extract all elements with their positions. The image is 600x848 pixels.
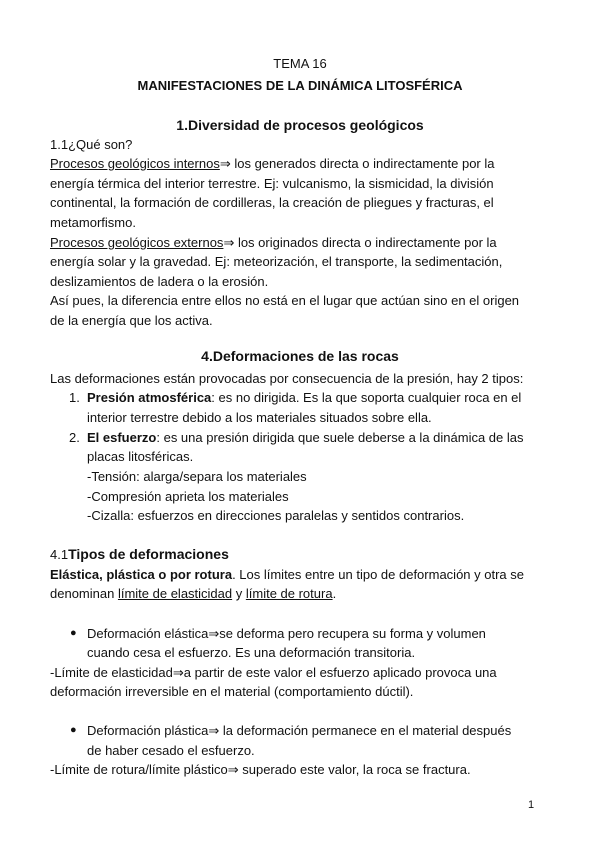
types-text-end: . bbox=[332, 586, 337, 601]
limite-rotura-term: límite de rotura bbox=[245, 586, 333, 601]
types-line-2 bbox=[50, 584, 336, 604]
internos-line-1 bbox=[50, 154, 495, 174]
section-1-heading: 1.Diversidad de procesos geológicos bbox=[176, 117, 424, 133]
externos-line-2: energía solar y la gravedad. Ej: meteorización, el transporte, la sedimentación, bbox=[50, 254, 503, 269]
compresion-line: -Compresión aprieta los materiales bbox=[87, 489, 289, 504]
types-term: Elástica, plástica o por rotura bbox=[50, 567, 233, 582]
bullet-icon: ● bbox=[70, 627, 77, 639]
list-item-presion-line-2: interior terrestre debido a los materiales situados sobre ella. bbox=[87, 410, 432, 425]
list-number-2: 2. bbox=[69, 430, 80, 445]
elastica-line-2: cuando cesa el esfuerzo. Es una deformación transitoria. bbox=[87, 645, 416, 660]
rotura-line: -Límite de rotura/límite plástico⇒ superado este valor, la roca se fractura. bbox=[50, 762, 471, 777]
conclusion-line-2: de la energía que los activa. bbox=[50, 313, 213, 328]
internos-line-3: continental, la formación de cordilleras, la creación de pliegues y fracturas, el bbox=[50, 195, 494, 210]
list-item-esfuerzo-line-1 bbox=[87, 428, 523, 448]
types-text-mid: y bbox=[232, 586, 246, 601]
presion-text: : es no dirigida. Es la que soporta cualquier roca en el bbox=[211, 390, 522, 405]
list-item-presion-line-1 bbox=[87, 388, 521, 408]
section-4-1-number: 4.1 bbox=[50, 547, 69, 562]
tema-label: TEMA 16 bbox=[273, 56, 327, 71]
externos-term: Procesos geológicos externos bbox=[50, 235, 224, 250]
section-4-intro: Las deformaciones están provocadas por consecuencia de la presión, hay 2 tipos: bbox=[50, 371, 524, 386]
conclusion-line-1: Así pues, la diferencia entre ellos no está en el lugar que actúan sino en el origen bbox=[50, 293, 520, 308]
internos-text: ⇒ los generados directa o indirectamente por la bbox=[219, 156, 495, 171]
types-text-pre: denominan bbox=[50, 586, 118, 601]
section-4-1-heading bbox=[50, 545, 229, 565]
esfuerzo-term: El esfuerzo bbox=[87, 430, 157, 445]
types-line-1 bbox=[50, 565, 524, 585]
internos-line-4: metamorfismo. bbox=[50, 215, 136, 230]
esfuerzo-text: : es una presión dirigida que suele deberse a la dinámica de las bbox=[156, 430, 524, 445]
cizalla-line: -Cizalla: esfuerzos en direcciones paralelas y sentidos contrarios. bbox=[87, 508, 465, 523]
document-title: MANIFESTACIONES DE LA DINÁMICA LITOSFÉRICA bbox=[137, 78, 463, 93]
elastica-line-1: Deformación elástica⇒se deforma pero recupera su forma y volumen bbox=[87, 626, 486, 641]
presion-term: Presión atmosférica bbox=[87, 390, 212, 405]
externos-line-3: deslizamientos de ladera o la erosión. bbox=[50, 274, 269, 289]
bullet-icon: ● bbox=[70, 724, 77, 736]
types-text: . Los límites entre un tipo de deformación y otra se bbox=[232, 567, 524, 582]
list-number-1: 1. bbox=[69, 390, 80, 405]
limite-elasticidad-term: límite de elasticidad bbox=[117, 586, 233, 601]
section-4-1-title: Tipos de deformaciones bbox=[68, 546, 229, 562]
externos-line-1 bbox=[50, 233, 497, 253]
list-item-esfuerzo-line-2: placas litosféricas. bbox=[87, 449, 194, 464]
plastica-line-1: Deformación plástica⇒ la deformación permanece en el material después bbox=[87, 723, 512, 738]
elasticidad-line-2: deformación irreversible en el material (comportamiento dúctil). bbox=[50, 684, 414, 699]
section-1-1-subheading: 1.1¿Qué son? bbox=[50, 137, 133, 152]
elasticidad-line-1: -Límite de elasticidad⇒a partir de este valor el esfuerzo aplicado provoca una bbox=[50, 665, 497, 680]
internos-term: Procesos geológicos internos bbox=[50, 156, 220, 171]
tension-line: -Tensión: alarga/separa los materiales bbox=[87, 469, 307, 484]
section-4-heading: 4.Deformaciones de las rocas bbox=[201, 348, 399, 364]
internos-line-2: energía térmica del interior terrestre. Ej: vulcanismo, la sismicidad, la división bbox=[50, 176, 494, 191]
plastica-line-2: de haber cesado el esfuerzo. bbox=[87, 743, 255, 758]
externos-text: ⇒ los originados directa o indirectamente por la bbox=[223, 235, 497, 250]
page-number: 1 bbox=[528, 799, 535, 811]
